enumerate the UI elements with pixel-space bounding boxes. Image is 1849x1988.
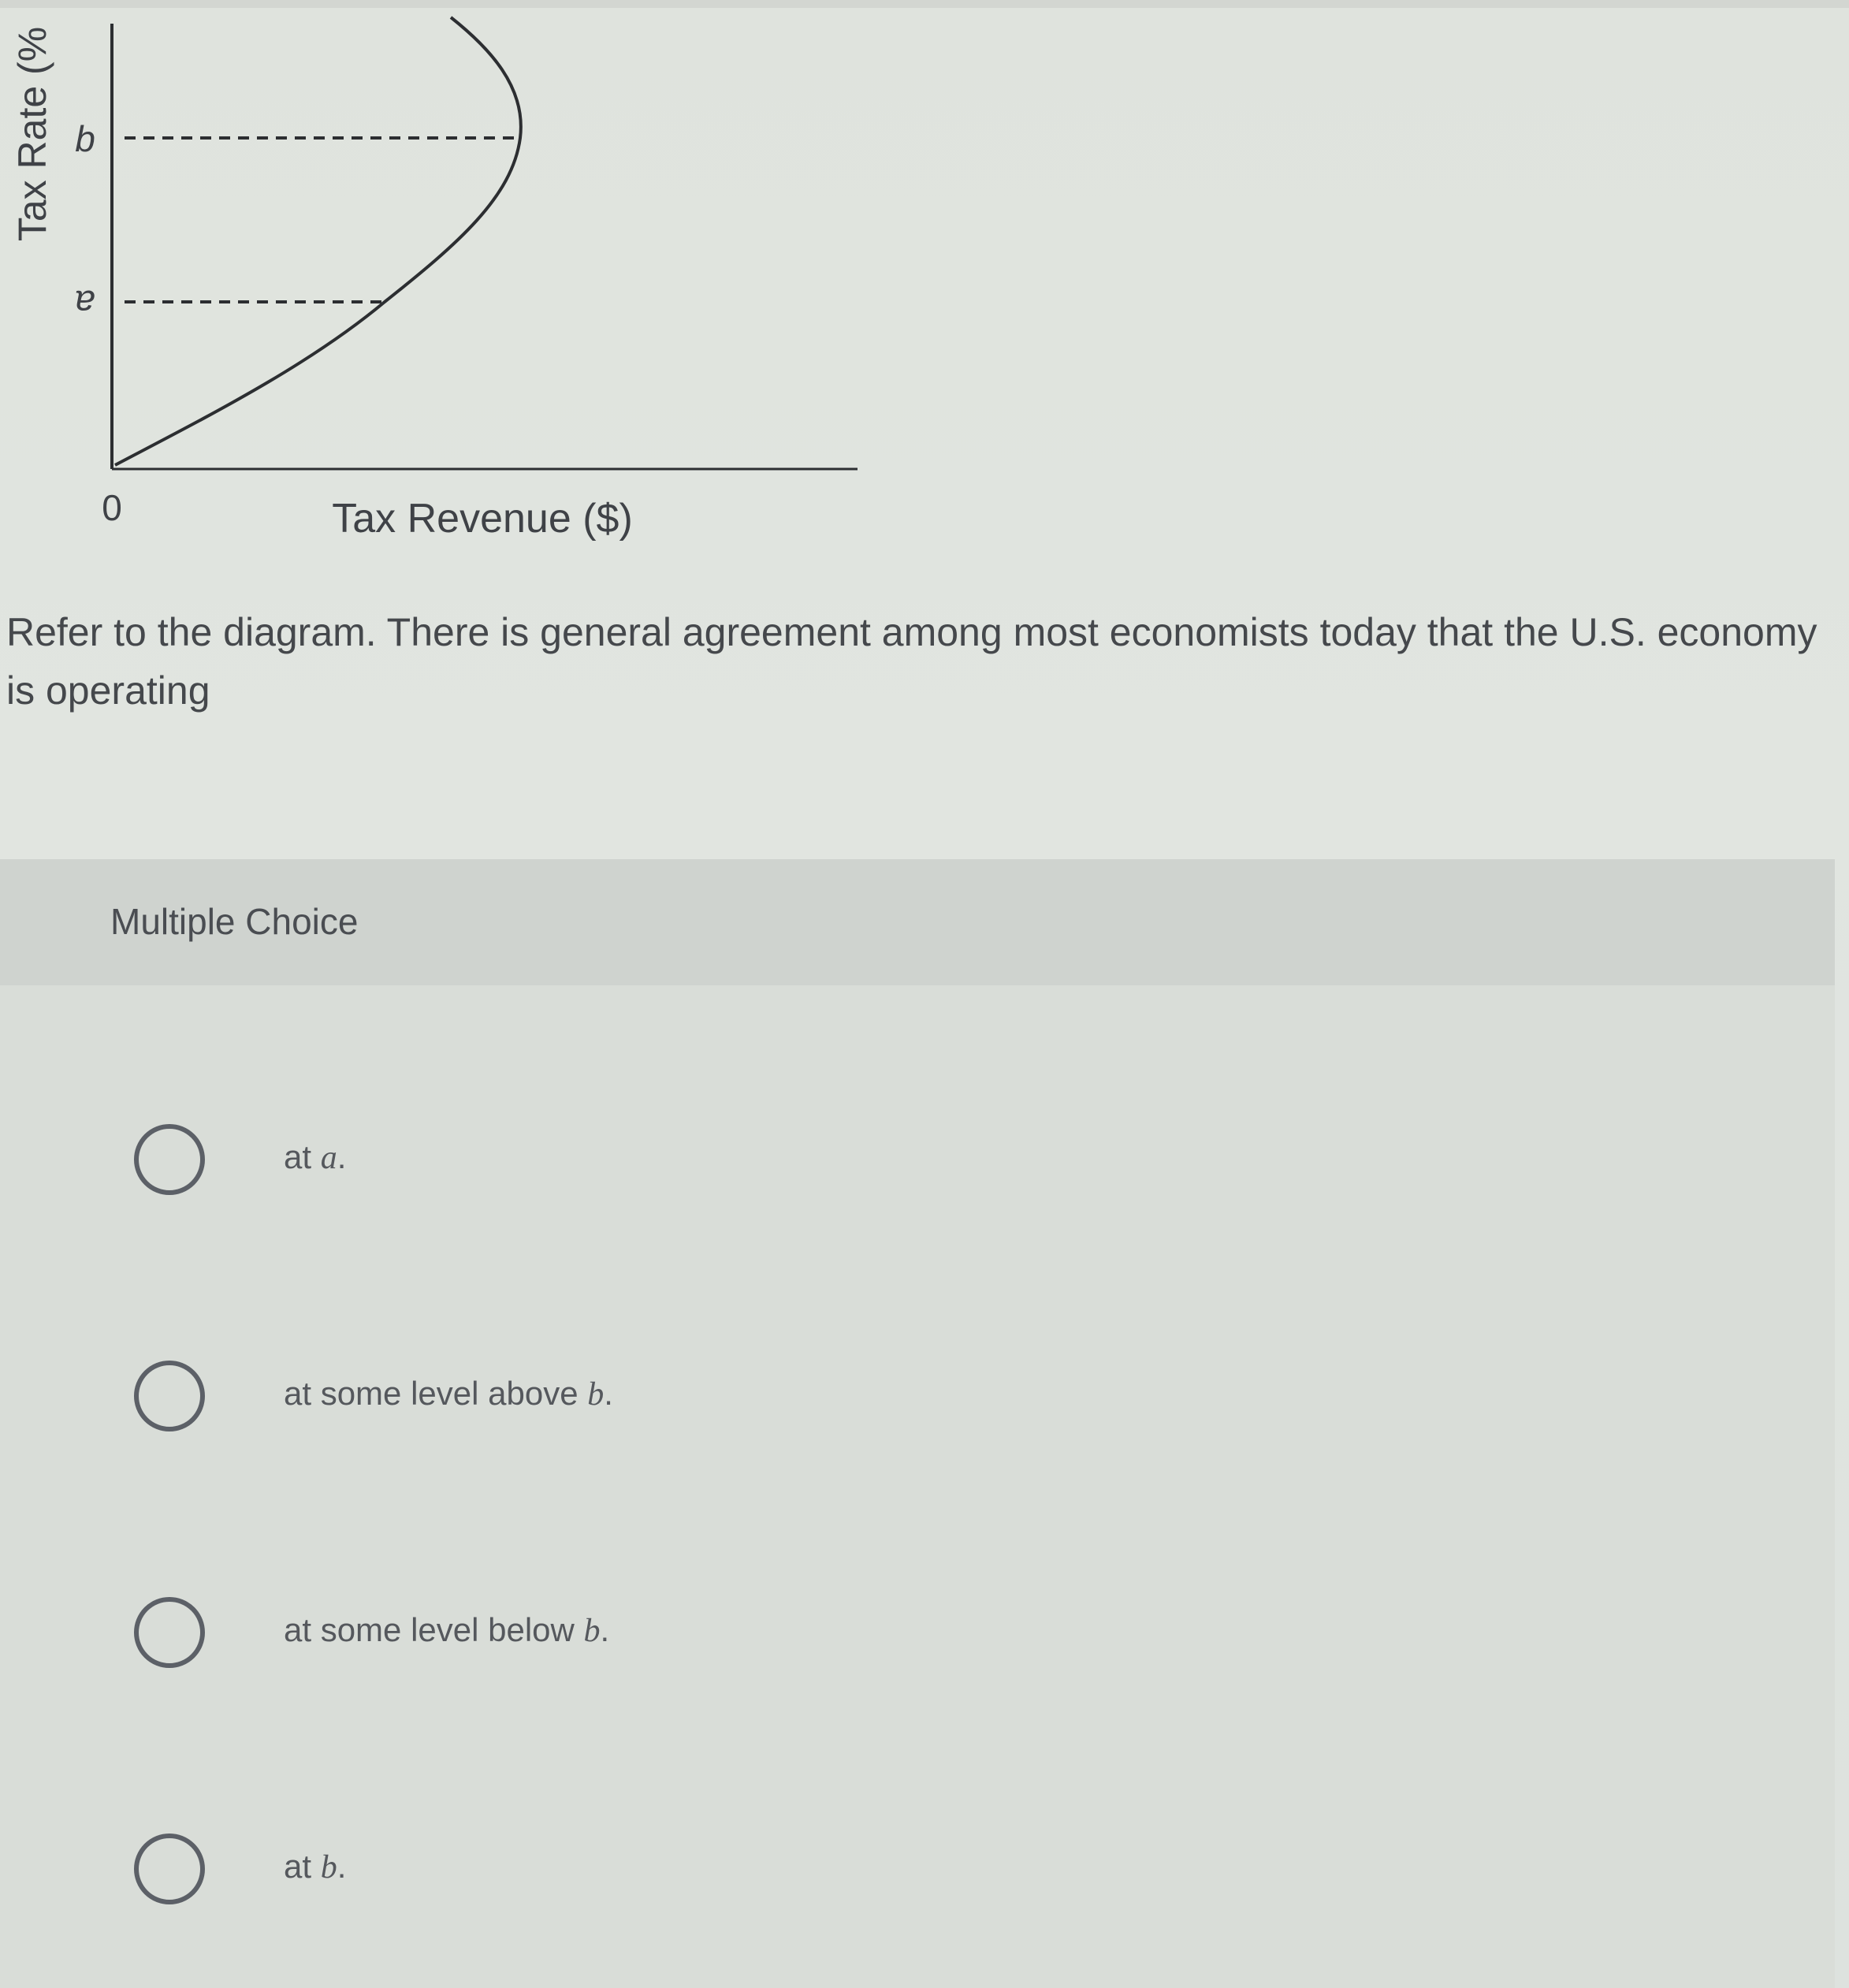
choice-label [284, 1375, 613, 1413]
laffer-curve-diagram [0, 0, 898, 568]
radio-button[interactable] [134, 1361, 205, 1431]
origin-label: 0 [102, 487, 122, 528]
choice-label-period: . [337, 1848, 347, 1885]
x-axis-label: Tax Revenue ($) [332, 496, 633, 542]
choice-option-4[interactable] [126, 1829, 1545, 1915]
choice-label-text: at [284, 1138, 321, 1175]
choice-option-3[interactable] [126, 1592, 1545, 1679]
choice-label [284, 1138, 346, 1177]
level-b-label: b [75, 118, 95, 159]
choice-label [284, 1848, 346, 1886]
laffer-curve [115, 17, 521, 465]
choice-label-text: at [284, 1848, 321, 1885]
multiple-choice-panel [0, 859, 1835, 1988]
choice-option-1[interactable] [126, 1119, 1545, 1206]
choice-label [284, 1611, 609, 1650]
choice-label-period: . [337, 1138, 347, 1175]
choice-label-variable: b [587, 1376, 605, 1413]
question-text: Refer to the diagram. There is general agreement among most economists today that the U.S. economy is operating [6, 610, 1817, 713]
radio-button[interactable] [134, 1597, 205, 1668]
multiple-choice-header [0, 859, 1835, 985]
y-axis-label: Tax Rate (% [10, 26, 54, 242]
radio-button[interactable] [134, 1834, 205, 1904]
choice-label-variable: b [320, 1849, 337, 1886]
level-a-label: a [75, 283, 95, 324]
choice-label-period: . [604, 1375, 613, 1412]
choice-label-variable: b [583, 1613, 601, 1649]
diagram-svg [0, 0, 898, 568]
choice-label-variable: a [320, 1140, 337, 1176]
choice-label-period: . [600, 1611, 610, 1648]
multiple-choice-title: Multiple Choice [110, 901, 359, 942]
choice-option-2[interactable] [126, 1356, 1545, 1443]
choice-label-text: at some level above [284, 1375, 588, 1412]
choice-label-text: at some level below [284, 1611, 584, 1648]
radio-button[interactable] [134, 1124, 205, 1195]
